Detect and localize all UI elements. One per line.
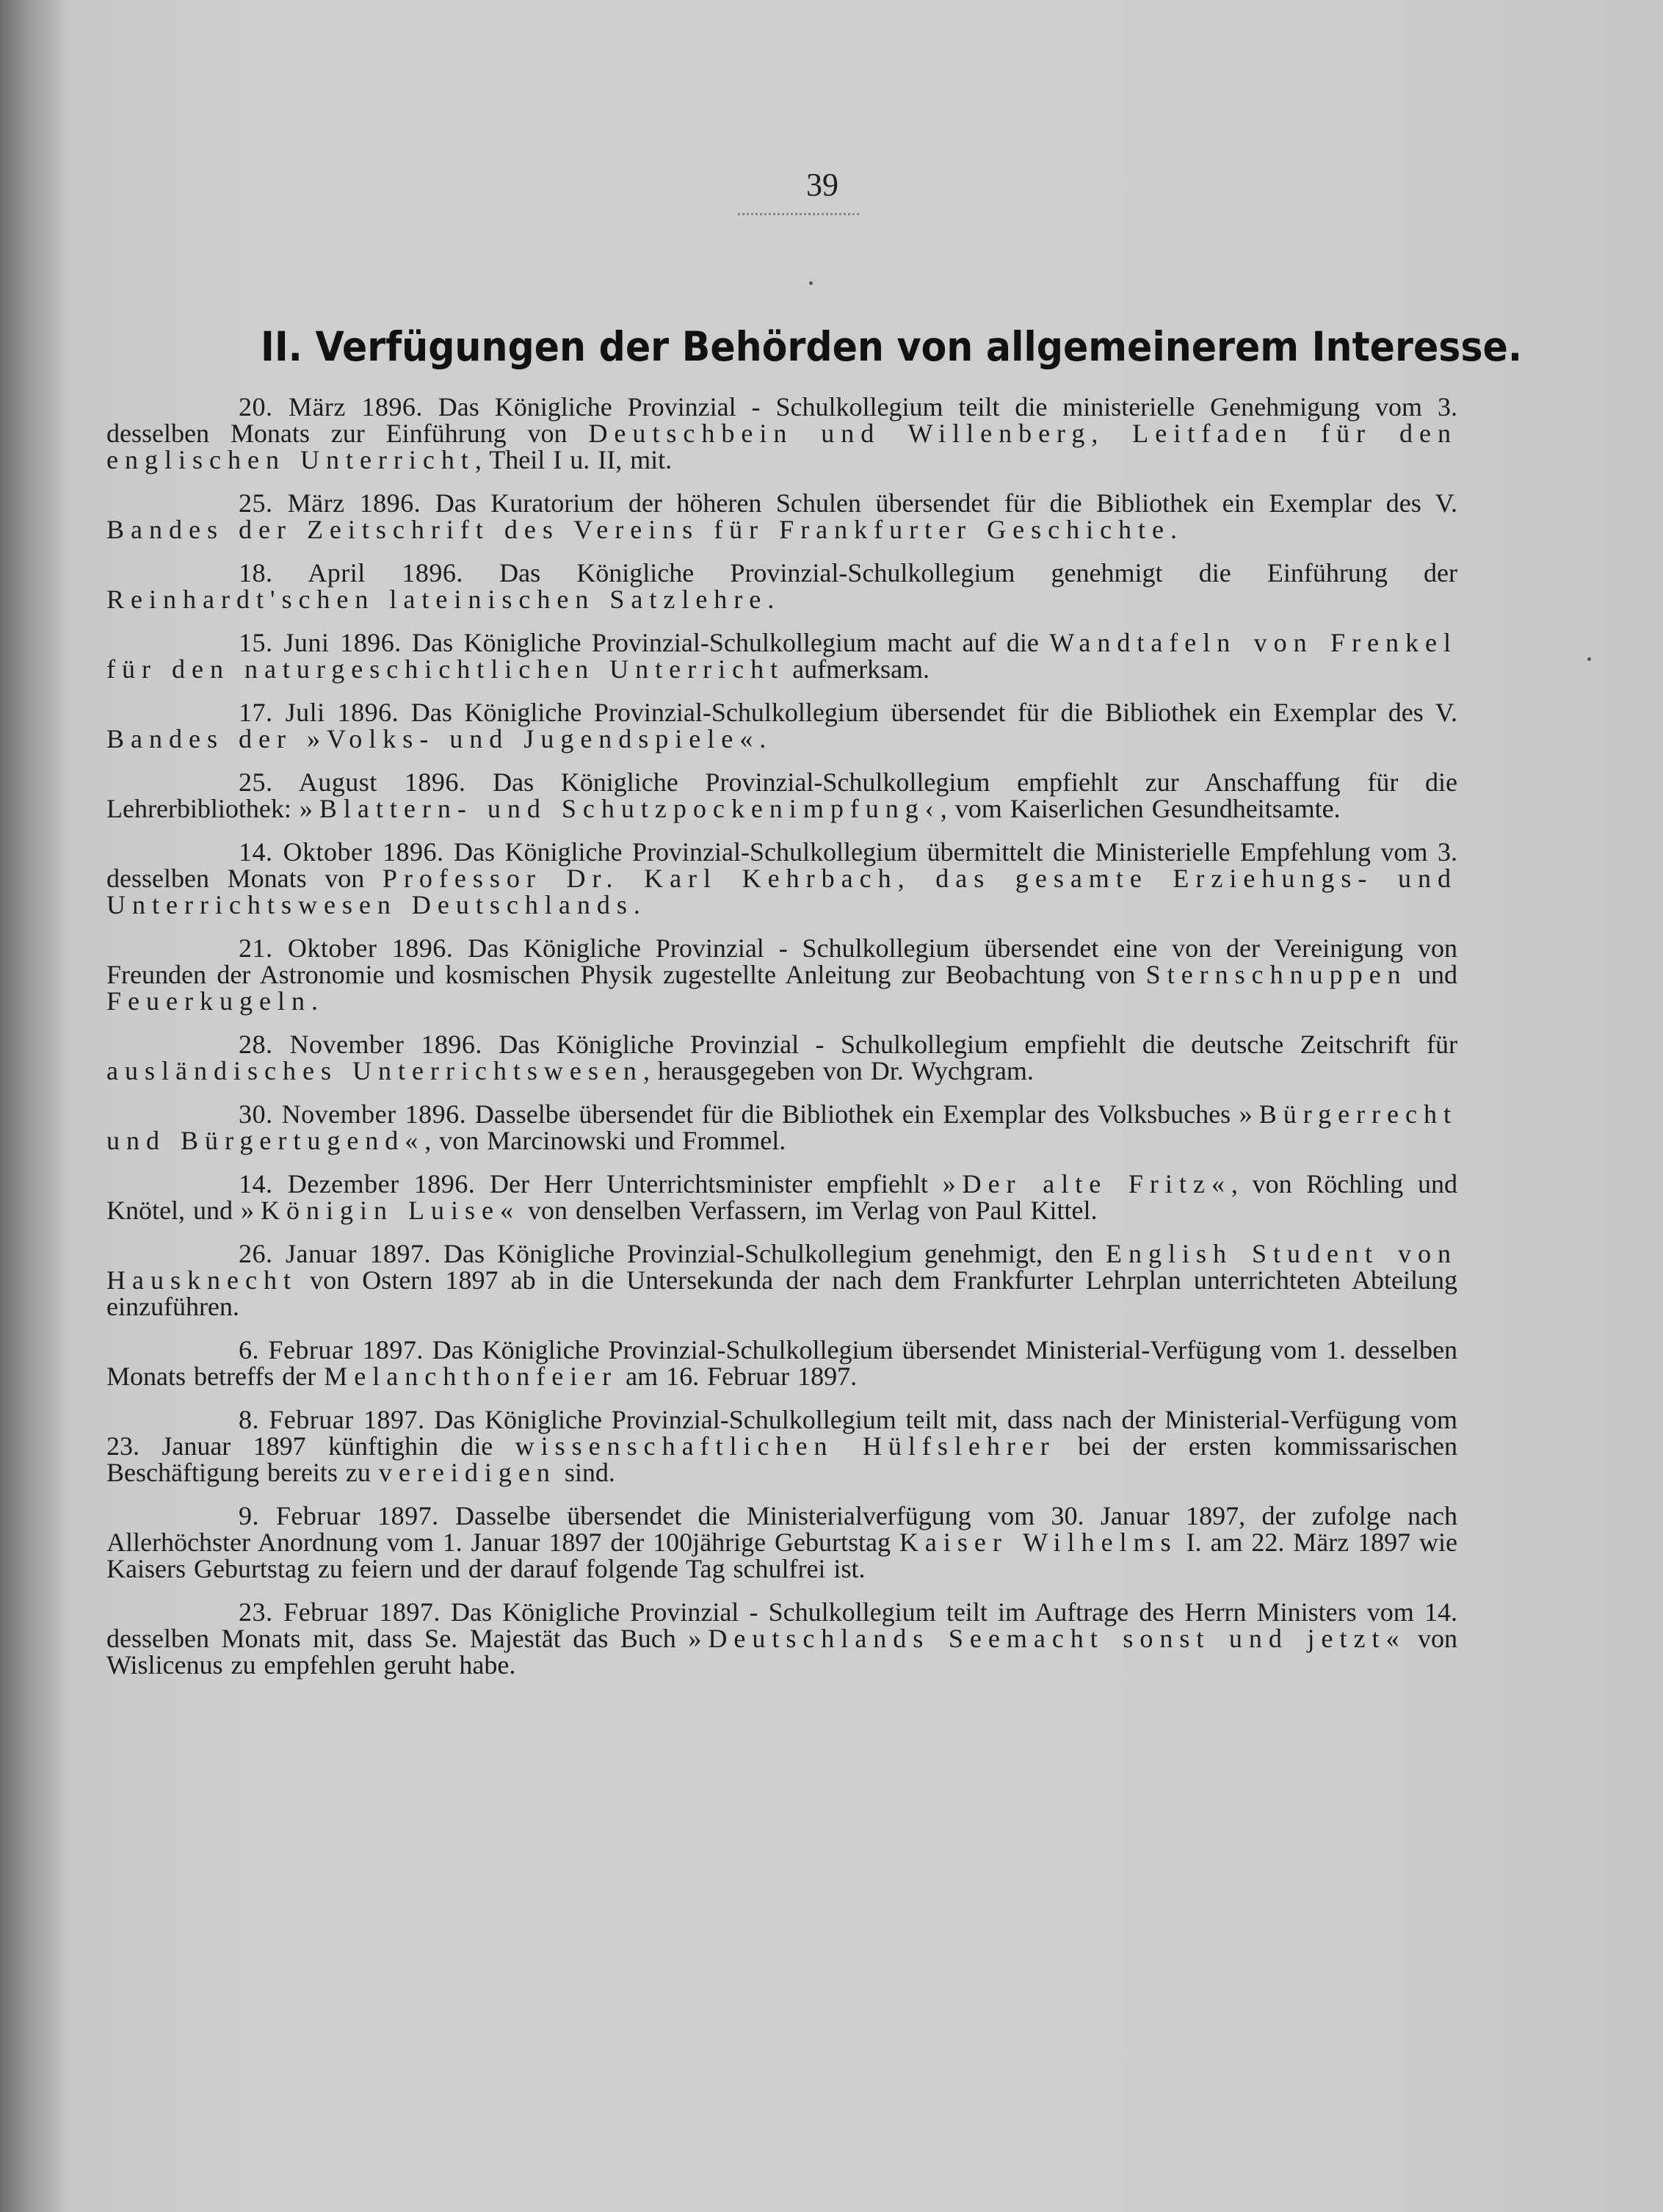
page-number: 39	[806, 167, 838, 203]
page-number-rule	[738, 213, 859, 215]
decree-entry	[106, 1503, 1457, 1582]
entry-text: .	[767, 585, 775, 614]
decree-entry	[106, 629, 1457, 682]
entry-text: Das Königliche Provinzial-Schulkollegium genehmigt die Einführung der	[499, 558, 1458, 588]
spaced-title: wissenschaftlichen Hülfslehrer	[515, 1431, 1056, 1461]
entry-text: am 16. Februar 1897.	[617, 1362, 858, 1391]
entry-text: , von Röchling und Knötel, und	[106, 1169, 1457, 1225]
entry-date: 14. Oktober 1896.	[239, 837, 444, 867]
entry-text: von Wislicenus zu empfehlen geruht habe.	[106, 1624, 1458, 1680]
spaced-title: »Deutschlands Seemacht sonst und jetzt«	[688, 1624, 1406, 1653]
entry-text: und	[1407, 960, 1457, 989]
entry-text: , vom Kaiserlichen Gesundheitsamte.	[940, 794, 1341, 823]
spaced-title: Reinhardt'schen lateinischen Satzlehre	[106, 585, 768, 614]
entry-text: bei der ersten kommissarischen Beschäftigung bereits zu	[106, 1431, 1457, 1487]
entry-text: .	[759, 724, 767, 753]
spaced-title: ausländisches Unterrichtswesen	[106, 1056, 643, 1085]
entry-date: 25. August 1896.	[239, 767, 466, 797]
entry-text: , Theil I u. II, mit.	[474, 445, 673, 474]
entry-date: 26. Januar 1897.	[239, 1239, 431, 1268]
entry-text: Das Kuratorium der höheren Schulen übersendet für die Bibliothek ein Exemplar des V.	[435, 488, 1458, 518]
decree-entry	[106, 769, 1457, 822]
entry-text: sind.	[556, 1458, 615, 1487]
spaced-title: »Bürgerrecht und Bürgertugend«	[106, 1099, 1457, 1155]
spaced-title: »Blattern- und Schutzpockenimpfung‹	[299, 794, 941, 823]
entry-text: Das Königliche Provinzial-Schulkollegium übersendet Ministerial-Verfügung vom 1. desselben Monats betreffs der	[106, 1335, 1458, 1391]
entry-date: 8. Februar 1897.	[239, 1405, 425, 1434]
decree-entry	[106, 1406, 1457, 1486]
entry-text: Dasselbe übersendet für die Bibliothek ein Exemplar des Volksbuches	[474, 1099, 1239, 1129]
spaced-title: Melanchthonfeier	[324, 1362, 618, 1391]
entry-date: 25. März 1896.	[239, 488, 421, 518]
entry-text: .	[311, 986, 318, 1016]
entry-date: 21. Oktober 1896.	[239, 933, 454, 963]
decree-entry	[106, 560, 1457, 612]
scan-speck	[809, 281, 813, 285]
decree-entry	[106, 1101, 1457, 1154]
section-heading: II. Verfügungen der Behörden von allgemeinerem Interesse.	[261, 323, 1523, 370]
entry-text: Das Königliche Provinzial-Schulkollegium macht auf die	[412, 628, 1050, 657]
entry-text: Das Königliche Provinzial-Schulkollegium empfiehlt zur Anschaffung für die Lehrerbibliothek:	[106, 767, 1458, 823]
entry-text: Das Königliche Provinzial-Schulkollegium teilt mit, dass nach der Ministerial-Verfügung vom 23. Januar 1897 künftighin die	[106, 1405, 1457, 1461]
decree-entry	[106, 1171, 1457, 1224]
entry-date: 17. Juli 1896.	[239, 698, 399, 727]
entry-text: , herausgegeben von Dr. Wychgram.	[642, 1056, 1034, 1085]
entry-date: 18. April 1896.	[239, 558, 463, 588]
entry-text: Das Königliche Provinzial - Schulkollegium empfiehlt die deutsche Zeitschrift für	[499, 1030, 1457, 1059]
decree-entry	[106, 1599, 1457, 1678]
entry-date: 28. November 1896.	[239, 1030, 482, 1059]
entry-text: Das Königliche Provinzial-Schulkollegium übersendet für die Bibliothek ein Exemplar des V.	[410, 698, 1458, 727]
entry-text: Das Königliche Provinzial - Schulkollegium übersendet eine von der Vereinigung von Freunden der Astronomie und kosmischen Physik zugestellte Anleitung zur Beobachtung von	[106, 933, 1457, 989]
spaced-title: vereidigen	[378, 1458, 557, 1487]
entry-text: .	[1170, 515, 1178, 544]
entry-text: aufmerksam.	[784, 654, 930, 684]
decree-entry	[106, 1240, 1457, 1320]
spaced-title: English Student von Hausknecht	[106, 1239, 1458, 1295]
entries-list	[106, 394, 1457, 1695]
entry-text: Das Königliche Provinzial - Schulkollegium teilt die ministerielle Genehmigung vom 3. desselben Monats zur Einführung von	[106, 392, 1457, 448]
entry-text: von Ostern 1897 ab in die Untersekunda der nach dem Frankfurter Lehrplan unterrichteten Abteilung einzuführen.	[106, 1265, 1457, 1321]
spaced-title: Bandes der »Volks- und Jugendspiele«	[106, 724, 760, 753]
spaced-title: Feuerkugeln	[106, 986, 311, 1016]
spaced-title: Bandes der Zeitschrift des Vereins für Frankfurter Geschichte	[106, 515, 1171, 544]
entry-date: 9. Februar 1897.	[239, 1501, 439, 1530]
entry-date: 14. Dezember 1896.	[239, 1169, 476, 1199]
decree-entry	[106, 839, 1457, 918]
entry-date: 20. März 1896.	[239, 392, 423, 422]
decree-entry	[106, 394, 1457, 473]
decree-entry	[106, 935, 1457, 1014]
entry-text: Der Herr Unterrichtsminister empfiehlt	[490, 1169, 943, 1199]
spaced-title: Wandtafeln von Frenkel für den naturgeschichtlichen Unterricht	[106, 628, 1458, 684]
spaced-title: Sternschnuppen	[1145, 960, 1407, 989]
entry-text: , von Marcinowski und Frommel.	[424, 1126, 786, 1155]
spaced-title: Deutschbein und Willenberg, Leitfaden für den englischen Unterricht	[106, 419, 1457, 474]
entry-date: 30. November 1896.	[239, 1099, 467, 1129]
spaced-title: Professor Dr. Karl Kehrbach, das gesamte Erziehungs- und Unterrichtswesen Deutschlands	[106, 864, 1457, 919]
entry-date: 6. Februar 1897.	[239, 1335, 424, 1365]
entry-date: 23. Februar 1897.	[239, 1597, 441, 1627]
entry-text: .	[633, 890, 640, 919]
entry-text: von denselben Verfassern, im Verlag von Paul Kittel.	[519, 1196, 1098, 1225]
entry-text: Dasselbe übersendet die Ministerialverfügung vom 30. Januar 1897, der zufolge nach Allerhöchster Anordnung vom 1. Januar 1897 der 100jährige Geburtstag	[106, 1501, 1457, 1557]
entry-date: 15. Juni 1896.	[239, 628, 402, 657]
decree-entry	[106, 699, 1457, 752]
entry-text: Das Königliche Provinzial-Schulkollegium genehmigt, den	[443, 1239, 1106, 1268]
spaced-title: »Der alte Fritz«	[942, 1169, 1231, 1199]
spaced-title: »Königin Luise«	[240, 1196, 520, 1225]
entry-text: I. am 22. März 1897 wie Kaisers Geburtstag zu feiern und der darauf folgende Tag schulfrei ist.	[106, 1528, 1457, 1583]
entry-text: Das Königliche Provinzial - Schulkollegium teilt im Auftrage des Herrn Ministers vom 14. desselben Monats mit, dass Se. Majestät das Buch	[106, 1597, 1457, 1653]
decree-entry	[106, 1337, 1457, 1389]
entry-text: Das Königliche Provinzial-Schulkollegium übermittelt die Ministerielle Empfehlung vom 3. desselben Monats von	[106, 837, 1457, 893]
scan-speck	[1587, 657, 1591, 661]
spaced-title: Kaiser Wilhelms	[899, 1528, 1178, 1557]
decree-entry	[106, 490, 1457, 543]
decree-entry	[106, 1031, 1457, 1084]
